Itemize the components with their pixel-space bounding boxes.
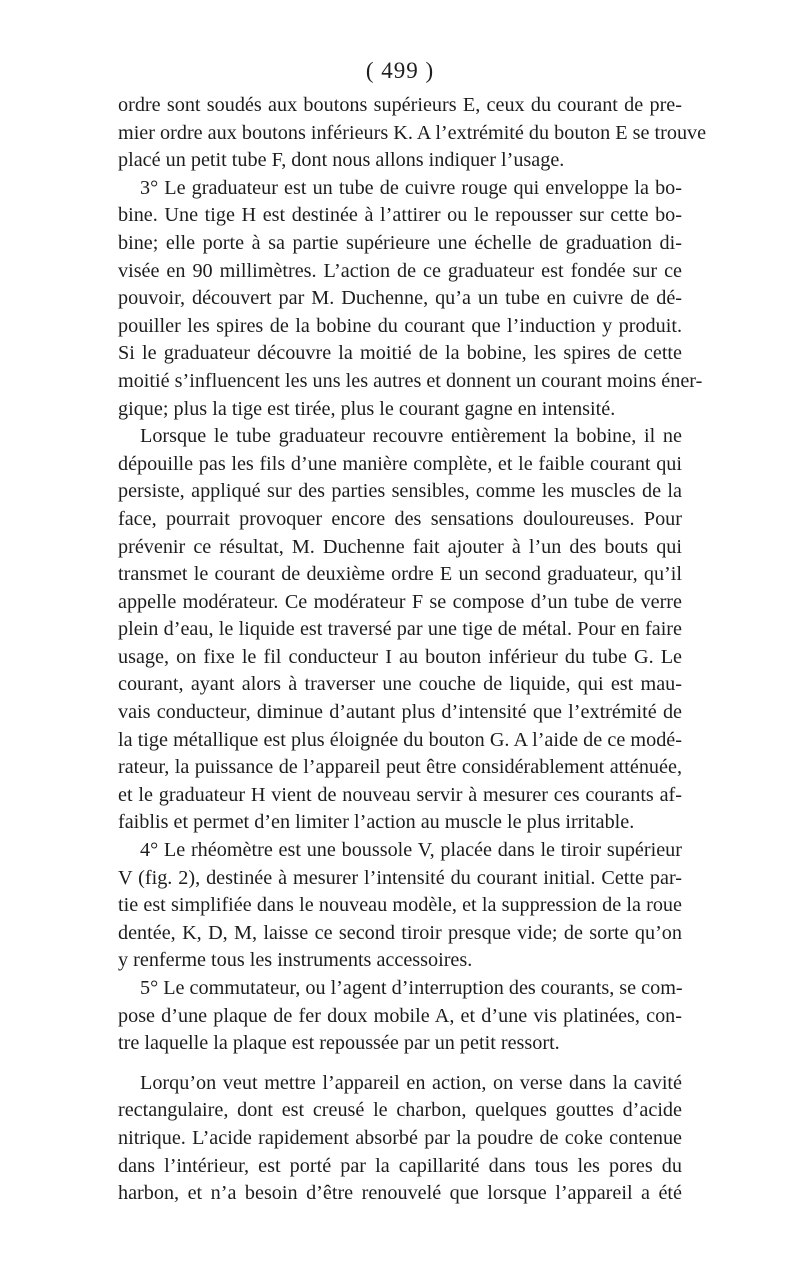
text-line: plein d’eau, le liquide est traversé par une tige de métal. Pour en faire <box>118 618 682 641</box>
paragraph-gap <box>118 1058 682 1070</box>
text-line: rateur, la puissance de l’appareil peut être considérablement atténuée, <box>118 756 682 779</box>
text-line: pose d’une plaque de fer doux mobile A, et d’une vis platinées, con- <box>118 1004 682 1027</box>
text-line: la tige métallique est plus éloignée du bouton G. A l’aide de ce modé- <box>118 728 682 751</box>
text-line: face, pourrait provoquer encore des sensations douloureuses. Pour <box>118 507 682 530</box>
text-line: faiblis et permet d’en limiter l’action au muscle le plus irritable. <box>118 811 635 834</box>
paragraph-commutateur <box>118 975 682 1058</box>
text-line: Si le graduateur découvre la moitié de la bobine, les spires de cette <box>118 342 682 365</box>
text-line: dans l’intérieur, est porté par la capillarité dans tous les pores du <box>118 1154 682 1177</box>
text-line: et le graduateur H vient de nouveau servir à mesurer ces courants af- <box>118 783 682 806</box>
text-line: y renferme tous les instruments accessoires. <box>118 949 473 972</box>
text-line: Lorqu’on veut mettre l’appareil en action, on verse dans la cavité <box>140 1071 682 1094</box>
text-line: transmet le courant de deuxième ordre E un second graduateur, qu’il <box>118 563 682 586</box>
text-line: tre laquelle la plaque est repoussée par un petit ressort. <box>118 1032 560 1055</box>
text-line: bine; elle porte à sa partie supérieure une échelle de graduation di- <box>118 231 682 254</box>
text-line: 4° Le rhéomètre est une boussole V, placée dans le tiroir supérieur <box>140 839 682 862</box>
text-line: 5° Le commutateur, ou l’agent d’interruption des courants, se com- <box>140 977 683 999</box>
page-number: ( 499 ) <box>365 58 435 83</box>
text-line: ordre sont soudés aux boutons supérieurs E, ceux du courant de pre- <box>118 94 682 116</box>
text-line: moitié s’influencent les uns les autres et donnent un courant moins éner- <box>118 369 703 392</box>
text-line: usage, on fixe le fil conducteur I au bouton inférieur du tube G. Le <box>118 645 682 668</box>
paragraph-mise-en-action <box>118 1070 682 1208</box>
paragraph-rheometre <box>118 837 682 975</box>
text-line: pouiller les spires de la bobine du courant que l’induction y produit. <box>118 314 682 337</box>
text-line: prévenir ce résultat, M. Duchenne fait ajouter à l’un des bouts qui <box>118 535 682 558</box>
text-line: mier ordre aux boutons inférieurs K. A l’extrémité du bouton E se trouve <box>118 121 707 144</box>
text-line: V (fig. 2), destinée à mesurer l’intensité du courant initial. Cette par- <box>118 866 682 889</box>
text-line: courant, ayant alors à traverser une couche de liquide, qui est mau- <box>118 673 682 696</box>
text-line: dépouille pas les fils d’une manière complète, et le faible courant qui <box>118 452 682 475</box>
text-line: visée en 90 millimètres. L’action de ce graduateur est fondée sur ce <box>118 259 682 282</box>
text-line: gique; plus la tige est tirée, plus le courant gagne en intensité. <box>118 397 616 420</box>
text-line: Lorsque le tube graduateur recouvre entièrement la bobine, il ne <box>140 425 682 448</box>
text-line: harbon, et n’a besoin d’être renouvelé que lorsque l’appareil a été <box>118 1182 682 1205</box>
text-line: rectangulaire, dont est creusé le charbon, quelques gouttes d’acide <box>118 1099 682 1122</box>
text-line: pouvoir, découvert par M. Duchenne, qu’a un tube en cuivre de dé- <box>118 287 682 310</box>
paragraph-continuation <box>118 92 707 175</box>
text-line: appelle modérateur. Ce modérateur F se compose d’un tube de verre <box>118 590 682 613</box>
paragraph-moderateur <box>118 423 682 837</box>
text-line: placé un petit tube F, dont nous allons indiquer l’usage. <box>118 149 565 172</box>
text-line: vais conducteur, diminue d’autant plus d’intensité que l’extrémité de <box>118 701 682 724</box>
text-line: tie est simplifiée dans le nouveau modèle, et la suppression de la roue <box>118 894 682 917</box>
text-line: persiste, appliqué sur des parties sensibles, comme les muscles de la <box>118 480 682 503</box>
text-line: bine. Une tige H est destinée à l’attirer ou le repousser sur cette bo- <box>118 204 682 227</box>
text-line: dentée, K, D, M, laisse ce second tiroir presque vide; de sorte qu’on <box>118 921 682 944</box>
text-line: nitrique. L’acide rapidement absorbé par la poudre de coke contenue <box>118 1126 682 1149</box>
paragraph-graduateur <box>118 175 703 423</box>
text-line: 3° Le graduateur est un tube de cuivre rouge qui enveloppe la bo- <box>140 176 682 199</box>
body-text <box>118 92 707 1208</box>
